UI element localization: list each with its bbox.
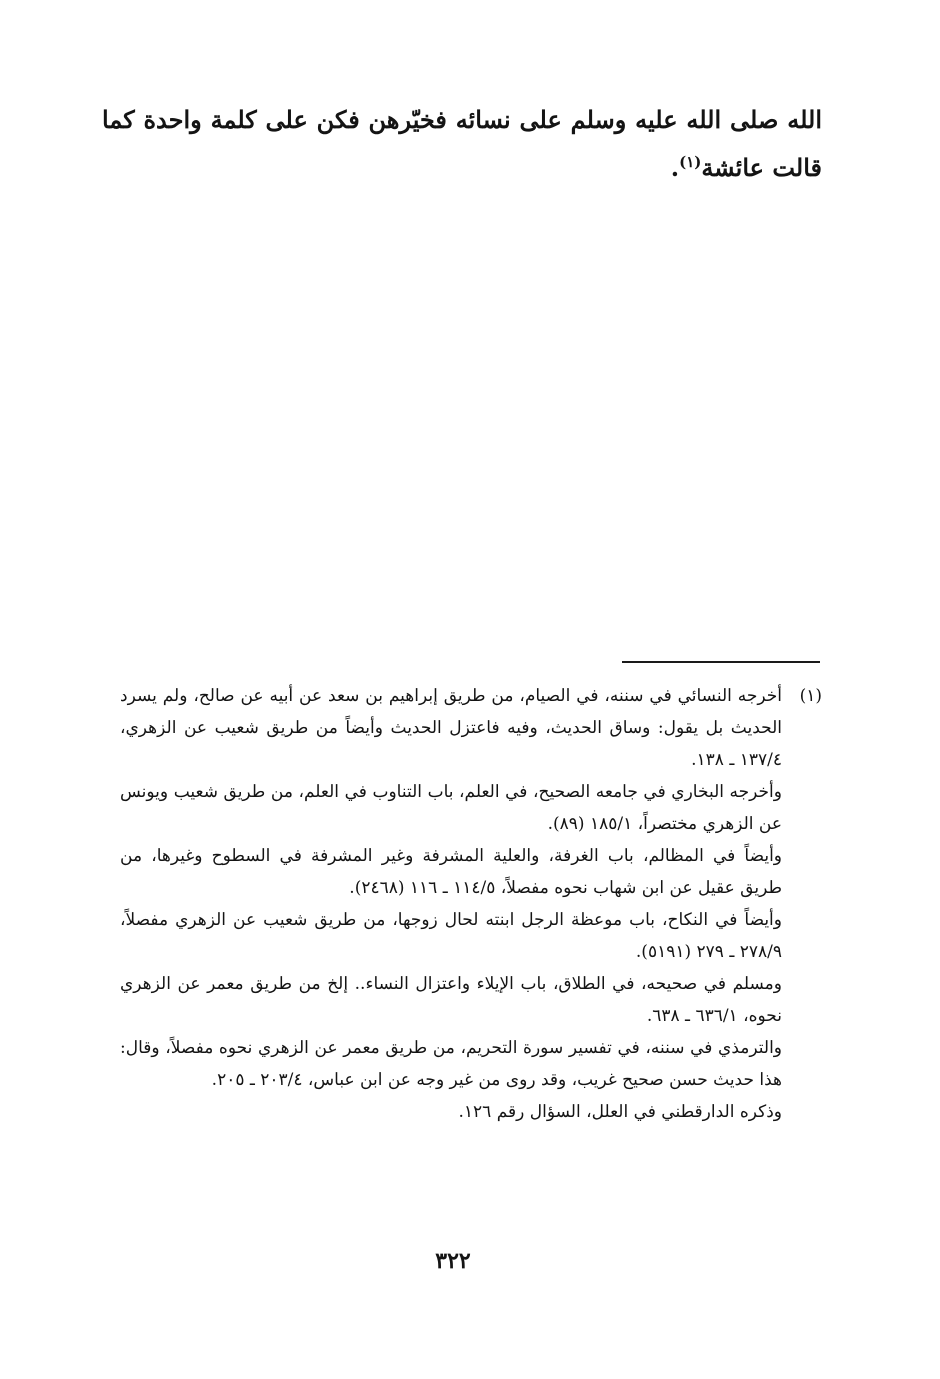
footnote-paragraph: وأيضاً في النكاح، باب موعظة الرجل ابنته لحال زوجها، من طريق شعيب عن الزهري مفصلاً، ٢٧٨/٩ ـ ٢٧٩ (٥١٩١). (120, 910, 782, 962)
footnote-paragraph: أخرجه النسائي في سننه، في الصيام، من طريق إبراهيم بن سعد عن أبيه عن صالح، ولم يسرد الحديث بل يقول: وساق الحديث، وفيه فاعتزل الحديث وأيضاً من طريق شعيب عن الزهري، ١٣٧/٤ ـ ١٣٨. (120, 686, 782, 770)
footnote-body (120, 680, 782, 1128)
footnote-paragraph: والترمذي في سننه، في تفسير سورة التحريم، من طريق معمر عن الزهري نحوه مفصلاً، وقال: هذا حديث حسن صحيح غريب، وقد روى من غير وجه عن ابن عباس، ٢٠٣/٤ ـ ٢٠٥. (120, 1038, 782, 1090)
footnote-paragraph: وأيضاً في المظالم، باب الغرفة، والعلية المشرفة وغير المشرفة في السطوح وغيرها، من طريق عقيل عن ابن شهاب نحوه مفصلاً، ١١٤/٥ ـ ١١٦ (٢٤٦٨). (120, 846, 782, 898)
footnote-number: (١) (799, 686, 822, 706)
main-paragraph-text: الله صلى الله عليه وسلم على نسائه فخيّرهن فكن على كلمة واحدة كما قالت عائشة (102, 105, 822, 182)
footnote-paragraph: وذكره الدارقطني في العلل، السؤال رقم ١٢٦. (458, 1102, 782, 1122)
footnote-paragraph: وأخرجه البخاري في جامعه الصحيح، في العلم، باب التناوب في العلم، من طريق شعيب ويونس عن الزهري مختصراً، ١٨٥/١ (٨٩). (120, 782, 782, 834)
footnote-paragraph: ومسلم في صحيحه، في الطلاق، باب الإيلاء واعتزال النساء.. إلخ من طريق معمر عن الزهري نحوه، ٦٣٦/١ ـ ٦٣٨. (120, 974, 782, 1026)
main-paragraph-end-mark: . (670, 153, 680, 182)
main-paragraph (102, 96, 822, 192)
footnotes-section (120, 680, 822, 1128)
page-number: ٣٢٢ (435, 1248, 471, 1274)
footnote-reference-marker[interactable]: (١) (679, 153, 702, 171)
footnote-separator (622, 661, 820, 663)
main-text (102, 96, 822, 192)
